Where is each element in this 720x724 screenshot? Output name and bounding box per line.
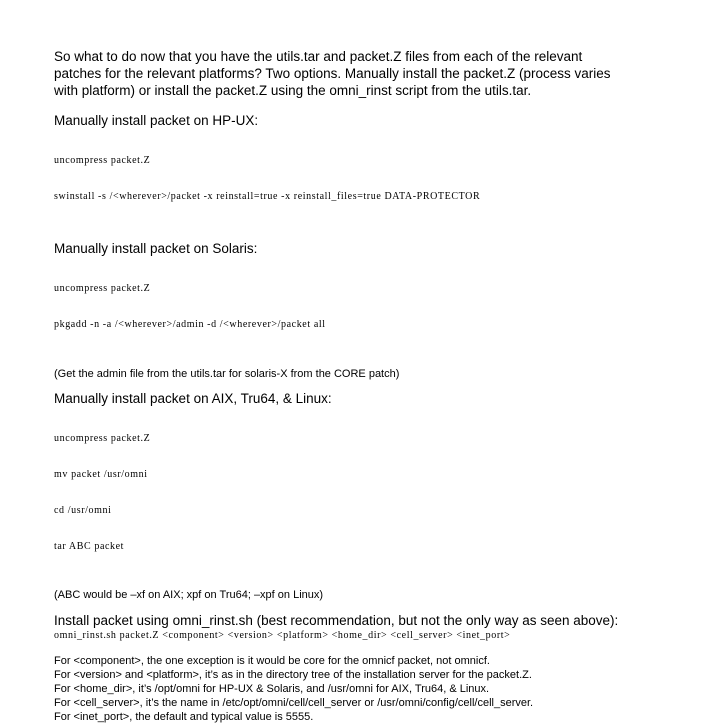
command-line: mv packet /usr/omni — [54, 469, 148, 480]
rinst-title: Install packet using omni_rinst.sh (best recommendation, but not the only way as seen above): — [54, 613, 619, 628]
aix-commands — [54, 409, 684, 577]
rinst-command: omni_rinst.sh packet.Z <component> <version> <platform> <home_dir> <cell_server> <inet_port> — [54, 630, 511, 641]
command-line: tar ABC packet — [54, 541, 125, 552]
solaris-section — [54, 241, 684, 381]
rinst-note-line: For <cell_server>, it’s the name in /etc/opt/omni/cell/cell_server or /usr/omni/config/cell/cell_server. — [54, 697, 534, 709]
aix-section — [54, 391, 684, 602]
intro-line: patches for the relevant platforms? Two options. Manually install the packet.Z (process varies — [54, 66, 611, 81]
command-line: swinstall -s /<wherever>/packet -x reinstall=true -x reinstall_files=true DATA-PROTECTOR — [54, 191, 481, 202]
rinst-note-line: For <component>, the one exception is it would be core for the omnicf packet, not omnicf. — [54, 655, 490, 667]
command-line: pkgadd -n -a /<wherever>/admin -d /<wherever>/packet all — [54, 319, 326, 330]
solaris-note: (Get the admin file from the utils.tar for solaris-X from the CORE patch) — [54, 368, 400, 380]
solaris-title: Manually install packet on Solaris: — [54, 241, 258, 256]
aix-title: Manually install packet on AIX, Tru64, & Linux: — [54, 391, 332, 406]
rinst-note-line: For <inet_port>, the default and typical value is 5555. — [54, 711, 314, 723]
rinst-note-line: For <home_dir>, it’s /opt/omni for HP-UX & Solaris, and /usr/omni for AIX, Tru64, & Linux. — [54, 683, 490, 695]
rinst-section — [54, 613, 684, 724]
command-line: uncompress packet.Z — [54, 283, 151, 294]
intro-line: with platform) or install the packet.Z using the omni_rinst script from the utils.tar. — [54, 83, 532, 98]
command-line: uncompress packet.Z — [54, 433, 151, 444]
command-line: uncompress packet.Z — [54, 155, 151, 166]
hpux-commands — [54, 131, 684, 227]
aix-note: (ABC would be –xf on AIX; xpf on Tru64; –xpf on Linux) — [54, 589, 324, 601]
solaris-commands — [54, 259, 684, 355]
slide-content — [54, 48, 684, 724]
hpux-title: Manually install packet on HP-UX: — [54, 113, 259, 128]
command-line: cd /usr/omni — [54, 505, 112, 516]
intro-paragraph — [54, 48, 684, 99]
intro-line: So what to do now that you have the utils.tar and packet.Z files from each of the relevant — [54, 49, 583, 64]
rinst-notes — [54, 654, 684, 724]
rinst-note-line: For <version> and <platform>, it’s as in the directory tree of the installation server for the packet.Z. — [54, 669, 532, 681]
hpux-section — [54, 113, 684, 227]
